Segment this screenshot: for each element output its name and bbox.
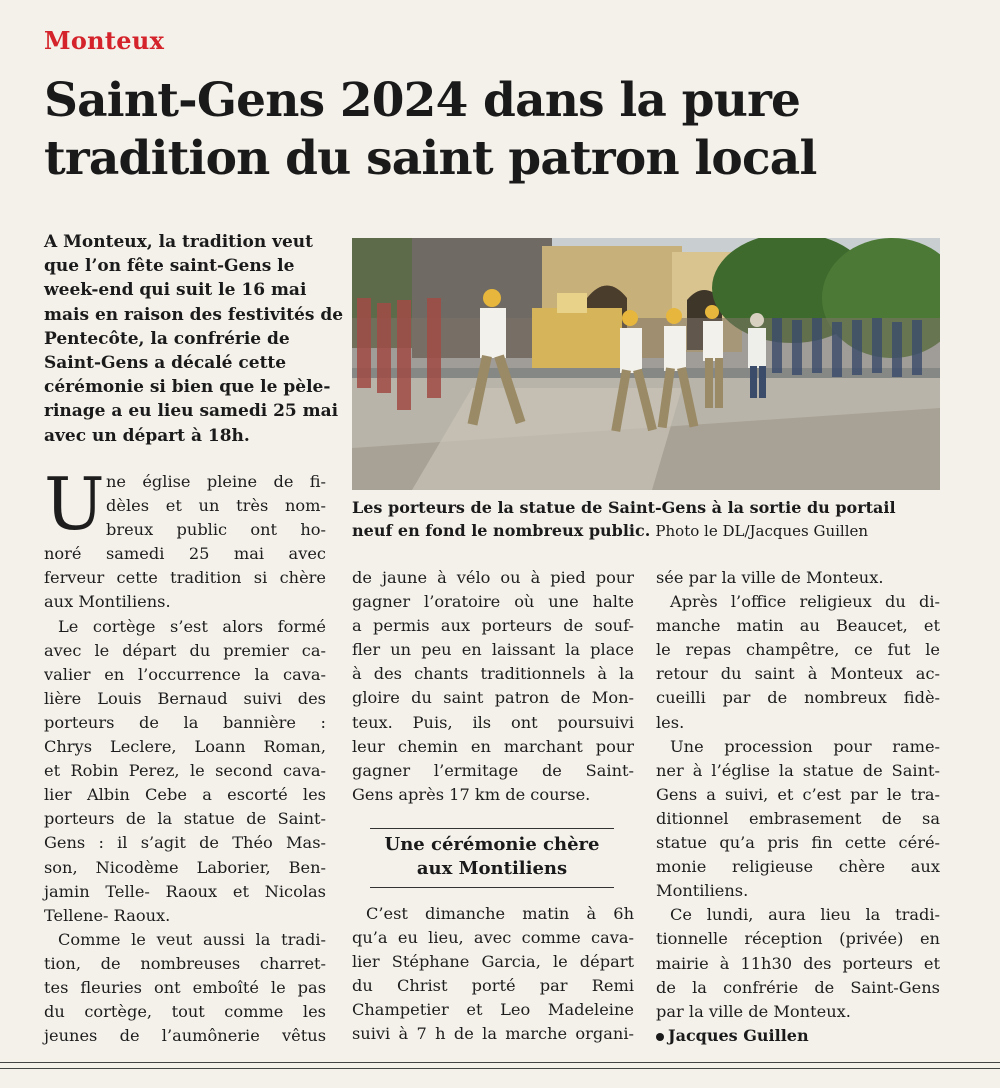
- procession-photo: [352, 238, 940, 490]
- lead-line: Pentecôte, la confrérie de: [44, 328, 290, 349]
- body-line: valier en l’occurrence la cava-: [44, 664, 326, 684]
- body-line: jamin Telle- Raoux et Nicolas: [44, 881, 326, 901]
- body-line: retour du saint à Monteux ac-: [656, 664, 940, 684]
- caption-text-1: Les porteurs de la statue de Saint-Gens à la sortie du portail: [352, 498, 896, 517]
- body-line: cueilli par de nombreux fidè-: [656, 688, 940, 708]
- bullet-icon: [656, 1033, 664, 1041]
- body-line: gloire du saint patron de Mon-: [352, 688, 634, 708]
- body-line: lière Louis Bernaud suivi des: [44, 688, 326, 708]
- body-line: ne église pleine de fi-: [106, 472, 326, 491]
- body-line: avec le départ du premier ca-: [44, 640, 326, 660]
- section-rubric: Monteux: [44, 26, 165, 55]
- body-line: et Robin Perez, le second cava-: [44, 761, 326, 781]
- body-line: son, Nicodème Laborier, Ben-: [44, 857, 326, 877]
- body-line: manche matin au Beaucet, et: [656, 616, 940, 636]
- body-line: tes fleuries ont emboîté le pas: [44, 977, 326, 997]
- body-line: teux. Puis, ils ont poursuivi: [352, 712, 634, 732]
- body-line: aux Montiliens.: [44, 592, 171, 612]
- body-line: sée par la ville de Monteux.: [656, 568, 884, 587]
- procession-photo-illustration: [352, 238, 940, 490]
- headline-line-1: Saint-Gens 2024 dans la pure: [44, 73, 801, 128]
- body-line: porteurs de la bannière :: [44, 712, 326, 732]
- body-line: à des chants traditionnels à la: [352, 664, 634, 684]
- article-column-1: [44, 462, 326, 1048]
- intertitle: Une cérémonie chère aux Montiliens: [370, 828, 614, 888]
- page-rule: [0, 1062, 1000, 1063]
- body-line: porteurs de la statue de Saint-: [44, 809, 326, 829]
- author-name: Jacques Guillen: [668, 1026, 809, 1045]
- body-line: tion, de nombreuses charret-: [44, 953, 326, 973]
- body-line: Comme le veut aussi la tradi-: [58, 929, 326, 949]
- lead-line: que l’on fête saint-Gens le: [44, 256, 295, 277]
- body-line: lier Albin Cebe a escorté les: [44, 785, 326, 805]
- body-line: jeunes de l’aumônerie vêtus: [44, 1026, 326, 1046]
- body-line: qu’a eu lieu, avec comme cava-: [352, 928, 634, 948]
- body-line: Champetier et Leo Madeleine: [352, 1000, 634, 1020]
- body-line: gagner l’oratoire où une halte: [352, 592, 634, 612]
- page-rule: [0, 1068, 1000, 1069]
- lead-line: rinage a eu lieu samedi 25 mai: [44, 401, 339, 422]
- body-line: gagner l’ermitage de Saint-: [352, 760, 634, 780]
- drop-cap: U: [44, 462, 105, 546]
- body-line: C’est dimanche matin à 6h: [366, 904, 634, 923]
- body-line: de la confrérie de Saint-Gens: [656, 977, 940, 997]
- body-line: Le cortège s’est alors formé: [58, 616, 326, 636]
- body-line: breux public ont ho-: [106, 520, 326, 540]
- body-line: Montiliens.: [656, 881, 749, 901]
- body-line: par la ville de Monteux.: [656, 1001, 851, 1021]
- body-line: ferveur cette tradition si chère: [44, 568, 326, 588]
- body-line: suivi à 7 h de la marche organi-: [352, 1024, 634, 1044]
- caption-text-2: neuf en fond le nombreux public.: [352, 521, 651, 540]
- body-line: du cortège, tout comme les: [44, 1002, 326, 1022]
- lead-line: A Monteux, la tradition veut: [44, 232, 314, 252]
- body-line: statue qu’a pris fin cette céré-: [656, 833, 940, 853]
- body-line: monie religieuse chère aux: [656, 857, 940, 877]
- article-column-2: [352, 566, 634, 807]
- author-signature: [656, 1026, 809, 1045]
- body-line: tionnelle réception (privée) en: [656, 929, 940, 949]
- lead-line: Saint-Gens a décalé cette: [44, 353, 287, 374]
- body-line: Après l’office religieux du di-: [670, 592, 940, 612]
- photo-caption: [352, 496, 952, 543]
- body-line: ner à l’église la statue de Saint-: [656, 760, 940, 780]
- body-line: dèles et un très nom-: [106, 496, 326, 516]
- photo-credit: Photo le DL/Jacques Guillen: [655, 522, 869, 540]
- body-line: Chrys Leclere, Loann Roman,: [44, 737, 326, 757]
- body-line: Une procession pour rame-: [670, 736, 940, 756]
- article-column-3: [656, 566, 940, 1024]
- article-column-2-continued: [352, 902, 634, 1047]
- body-line: Tellene- Raoux.: [44, 905, 171, 925]
- article-headline: [44, 72, 964, 188]
- headline-line-2: tradition du saint patron local: [44, 131, 817, 186]
- body-line: les.: [656, 712, 685, 732]
- body-line: Gens : il s’agit de Théo Mas-: [44, 833, 326, 853]
- body-line: Ce lundi, aura lieu la tradi-: [670, 905, 940, 925]
- body-line: Gens après 17 km de course.: [352, 784, 591, 804]
- body-line: mairie à 11h30 des porteurs et: [656, 953, 940, 973]
- body-line: noré samedi 25 mai avec: [44, 544, 326, 564]
- body-line: du Christ porté par Remi: [352, 976, 634, 996]
- body-line: le repas champêtre, ce fut le: [656, 640, 940, 660]
- article-lead: [44, 230, 344, 448]
- lead-line: week-end qui suit le 16 mai: [44, 280, 307, 301]
- body-line: a permis aux porteurs de souf-: [352, 616, 634, 636]
- lead-line: cérémonie si bien que le pèle-: [44, 377, 331, 398]
- body-line: Gens a suivi, et c’est par le tra-: [656, 784, 940, 804]
- body-line: de jaune à vélo ou à pied pour: [352, 568, 634, 587]
- body-line: ditionnel embrasement de sa: [656, 808, 940, 828]
- body-line: leur chemin en marchant pour: [352, 736, 634, 756]
- lead-line: avec un départ à 18h.: [44, 425, 250, 446]
- body-line: fler un peu en laissant la place: [352, 640, 634, 660]
- body-line: lier Stéphane Garcia, le départ: [352, 952, 634, 972]
- lead-line: mais en raison des festivités de: [44, 304, 344, 325]
